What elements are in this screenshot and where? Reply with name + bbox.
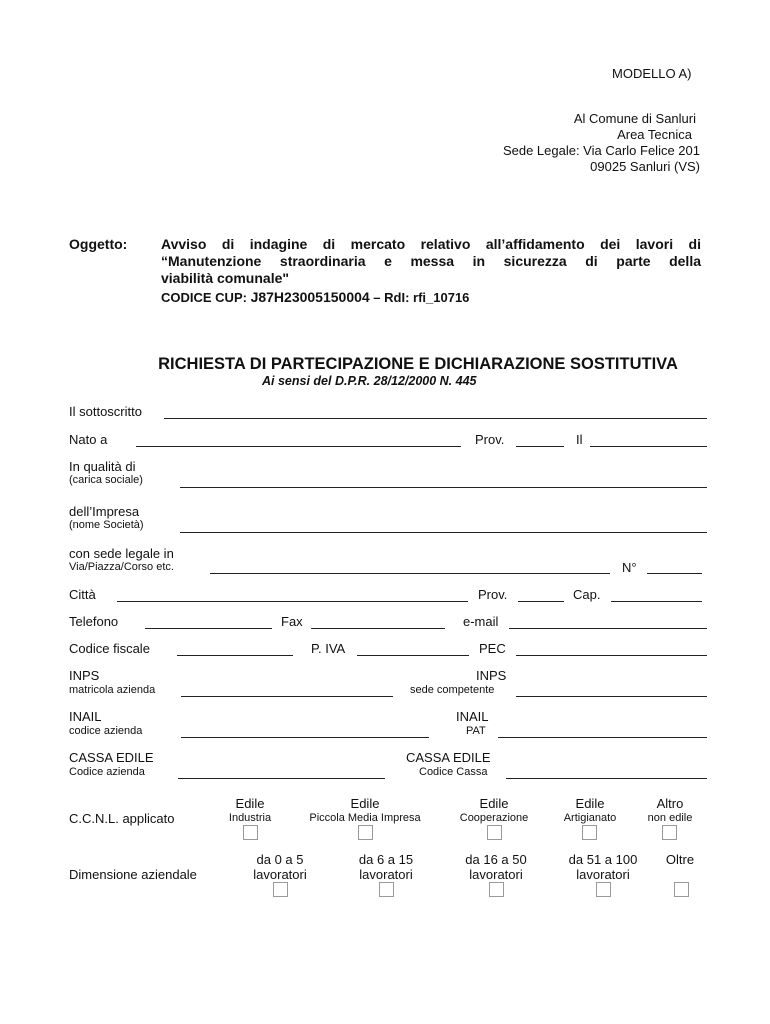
dimensione-option-bottom: lavoratori [576, 867, 630, 882]
sede-field[interactable] [210, 573, 610, 574]
pec-field[interactable] [516, 655, 707, 656]
codice-fiscale-field[interactable] [177, 655, 293, 656]
subject-line-1: Avviso di indagine di mercato relativo all’affidamento dei lavori di [161, 236, 701, 252]
subject-line-2: “Manutenzione straordinaria e messa in sicurezza di parte della [161, 253, 701, 269]
inps-sede-field[interactable] [516, 696, 707, 697]
ccnl-option-bottom: Industria [228, 812, 272, 824]
subject-line-3: viabilità comunale" [161, 270, 290, 286]
qualita-field[interactable] [180, 487, 707, 488]
numero-label: N° [622, 560, 637, 575]
ccnl-cooperazione-checkbox[interactable] [487, 825, 502, 840]
ccnl-option-top: Edile [479, 796, 509, 811]
page-subtitle: Ai sensi del D.P.R. 28/12/2000 N. 445 [262, 374, 477, 388]
nome-societa-hint: (nome Società) [69, 519, 144, 531]
qualita-label: In qualità di [69, 459, 136, 474]
ccnl-label: C.C.N.L. applicato [69, 811, 175, 826]
dimensione-label: Dimensione aziendale [69, 867, 197, 882]
ccnl-altro-checkbox[interactable] [662, 825, 677, 840]
model-label: MODELLO A) [612, 66, 692, 81]
cap-field[interactable] [611, 601, 702, 602]
ccnl-option-bottom: Artigianato [563, 812, 617, 824]
recipient-line-3: Sede Legale: Via Carlo Felice 201 [502, 143, 700, 158]
inail-pat-field[interactable] [498, 737, 707, 738]
impresa-label: dell’Impresa [69, 504, 140, 519]
inps-sede-label: INPS [476, 668, 507, 683]
dimensione-6-15-checkbox[interactable] [379, 882, 394, 897]
inps-label: INPS [69, 668, 100, 683]
dimensione-51-100-checkbox[interactable] [596, 882, 611, 897]
dimensione-option-top: da 16 a 50 [465, 852, 527, 867]
carica-hint: (carica sociale) [69, 474, 143, 486]
dimensione-16-50-checkbox[interactable] [489, 882, 504, 897]
dimensione-option-top: da 51 a 100 [568, 852, 638, 867]
inail-label: INAIL [69, 709, 102, 724]
fax-label: Fax [281, 614, 303, 629]
sottoscritto-label: Il sottoscritto [69, 404, 142, 419]
sottoscritto-field[interactable] [164, 418, 707, 419]
telefono-field[interactable] [145, 628, 272, 629]
recipient-line-2: Area Tecnica [617, 127, 692, 142]
dimensione-option-bottom: lavoratori [469, 867, 523, 882]
ccnl-industria-checkbox[interactable] [243, 825, 258, 840]
telefono-label: Telefono [69, 614, 119, 629]
dimensione-option-top: da 0 a 5 [256, 852, 304, 867]
piva-field[interactable] [357, 655, 469, 656]
cup-line [161, 289, 469, 305]
page-title: RICHIESTA DI PARTECIPAZIONE E DICHIARAZIONE SOSTITUTIVA [158, 355, 678, 373]
ccnl-option-top: Edile [350, 796, 380, 811]
codice-azienda-hint: codice azienda [69, 725, 143, 737]
dimensione-option-top: Oltre [665, 852, 695, 867]
dimensione-0-5-checkbox[interactable] [273, 882, 288, 897]
codice-azienda2-hint: Codice azienda [69, 766, 145, 778]
dimensione-option-bottom: lavoratori [253, 867, 307, 882]
ccnl-option-bottom: non edile [647, 812, 693, 824]
prov-label: Prov. [475, 432, 505, 447]
impresa-field[interactable] [180, 532, 707, 533]
ccnl-option-top: Altro [656, 796, 684, 811]
recipient-line-4: 09025 Sanluri (VS) [590, 159, 700, 174]
cap-label: Cap. [573, 587, 601, 602]
il-label: Il [576, 432, 583, 447]
sede-competente-hint: sede competente [410, 684, 495, 696]
cassa-azienda-field[interactable] [178, 778, 385, 779]
pec-label: PEC [479, 641, 506, 656]
cup-prefix: CODICE CUP: [161, 290, 251, 305]
fax-field[interactable] [311, 628, 445, 629]
prov2-label: Prov. [478, 587, 508, 602]
pat-hint: PAT [466, 725, 486, 737]
nato-label: Nato a [69, 432, 108, 447]
inps-matricola-field[interactable] [181, 696, 393, 697]
dimensione-option-top: da 6 a 15 [358, 852, 414, 867]
ccnl-option-top: Edile [235, 796, 265, 811]
cassa-edile2-label: CASSA EDILE [406, 750, 491, 765]
inail-pat-label: INAIL [456, 709, 489, 724]
ccnl-artigianato-checkbox[interactable] [582, 825, 597, 840]
citta-label: Città [69, 587, 96, 602]
inail-codice-field[interactable] [181, 737, 429, 738]
rdi-code: – RdI: rfi_10716 [369, 290, 470, 305]
via-hint: Via/Piazza/Corso etc. [69, 561, 174, 573]
ccnl-pmi-checkbox[interactable] [358, 825, 373, 840]
citta-field[interactable] [117, 601, 468, 602]
codice-fiscale-label: Codice fiscale [69, 641, 150, 656]
sede-label: con sede legale in [69, 546, 174, 561]
prov2-field[interactable] [518, 601, 564, 602]
prov-field[interactable] [516, 446, 564, 447]
ccnl-option-bottom: Cooperazione [459, 812, 529, 824]
cup-value: J87H23005150004 [250, 289, 370, 305]
codice-cassa-hint: Codice Cassa [419, 766, 488, 778]
ccnl-option-top: Edile [575, 796, 605, 811]
nato-field[interactable] [136, 446, 461, 447]
piva-label: P. IVA [311, 641, 346, 656]
matricola-hint: matricola azienda [69, 684, 156, 696]
email-label: e-mail [463, 614, 499, 629]
dimensione-option-bottom: lavoratori [359, 867, 413, 882]
recipient-line-1: Al Comune di Sanluri [573, 111, 696, 126]
dimensione-oltre-checkbox[interactable] [674, 882, 689, 897]
email-field[interactable] [509, 628, 707, 629]
ccnl-option-bottom: Piccola Media Impresa [309, 812, 421, 824]
il-field[interactable] [590, 446, 707, 447]
subject-label: Oggetto: [69, 236, 128, 252]
cassa-edile-label: CASSA EDILE [69, 750, 154, 765]
cassa-codice-field[interactable] [506, 778, 707, 779]
numero-field[interactable] [647, 573, 702, 574]
